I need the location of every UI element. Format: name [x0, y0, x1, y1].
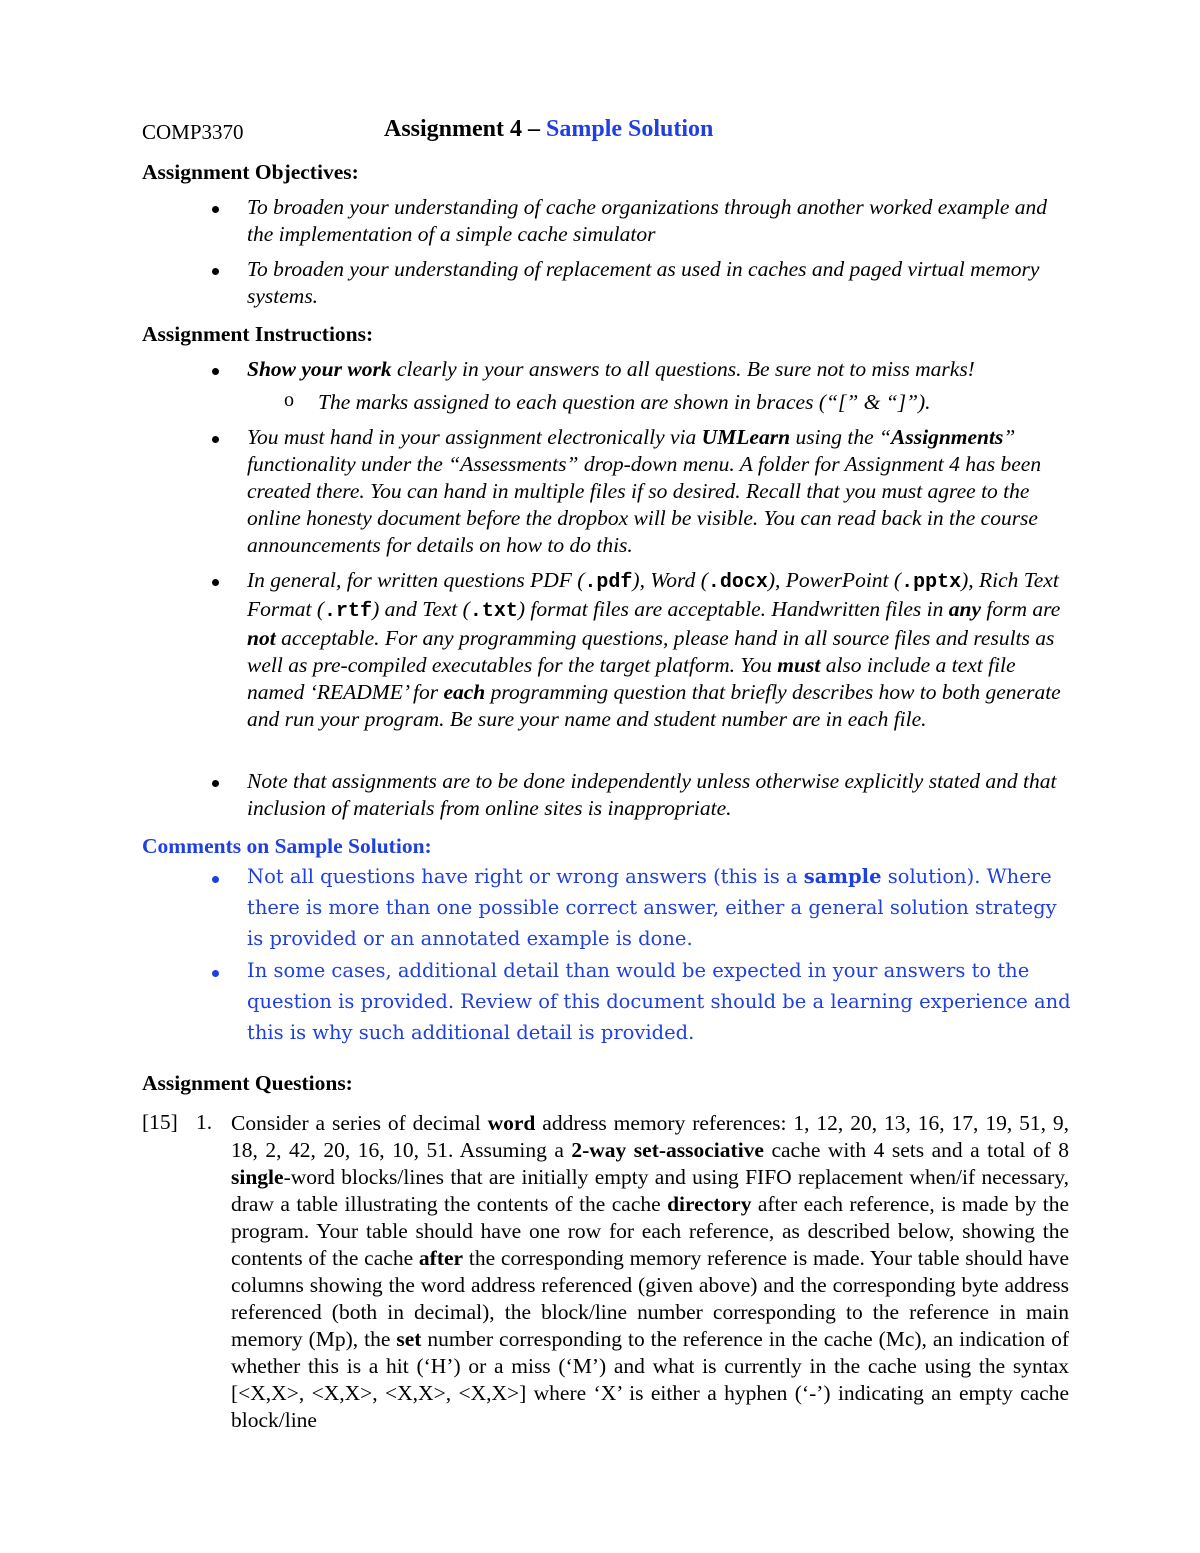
text-span: ” functionality under the “Assessments” drop-down menu. A folder for Assignment 4 has been created there. You can hand in multiple files if so desired. Recall that you must agree to the online honesty document before the dropbox will be visible. You can read back in the course announcements for details on how to do this.: [247, 425, 1042, 557]
bullet-icon: [212, 770, 230, 800]
text-span: ), Rich Text Format (: [247, 568, 1059, 621]
text-span: number corresponding to the reference in the cache (Mc), an indication of whether this is a hit (‘H’) or a miss (‘M’) and what is currently in the cache using the syntax [<X,X>, <X,X>, <X,X>, <X,X>] where ‘X’ is either a hyphen (‘-’) indicating an empty cache block/line: [231, 1327, 1069, 1432]
objective-item-2: To broaden your understanding of replacement as used in caches and paged virtual memory systems.: [247, 257, 1040, 308]
text-span: form are: [981, 597, 1061, 621]
after-bold: after: [418, 1246, 464, 1270]
document-title: [384, 116, 713, 143]
text-span: address memory references: 1, 12, 20, 13, 16, 17, 19, 51, 9, 18, 2, 42, 20, 16, 10, 51. Assuming a: [231, 1111, 1069, 1162]
sample-bold: sample: [803, 865, 882, 888]
bullet-icon: [212, 866, 230, 896]
bullet-icon: [212, 426, 230, 456]
text-span: ), PowerPoint (: [767, 568, 902, 592]
questions-heading: Assignment Questions:: [142, 1071, 353, 1095]
single-bold: single: [231, 1165, 284, 1189]
text-span: solution). Where there is more than one possible correct answer, either a general solution strategy is provided or an annotated example is done.: [247, 865, 1057, 950]
bullet-icon: [212, 258, 230, 288]
comments-heading: Comments on Sample Solution:: [142, 834, 432, 858]
instruction-item-4: Note that assignments are to be done independently unless otherwise explicitly stated and that inclusion of materials from online sites is inappropriate.: [247, 769, 1057, 820]
directory-bold: directory: [667, 1192, 752, 1216]
text-span: ), Word (: [632, 568, 708, 592]
objective-item-1: To broaden your understanding of cache organizations through another worked example and the implementation of a simple cache simulator: [247, 195, 1048, 246]
umlearn-bold: UMLearn: [701, 425, 791, 449]
word-bold: word: [487, 1111, 536, 1135]
text-span: ) format files are acceptable. Handwritten files in: [517, 597, 949, 621]
instruction-item-2: [247, 424, 1077, 559]
course-code: COMP3370: [142, 120, 244, 144]
objectives-heading: Assignment Objectives:: [142, 160, 359, 184]
instruction-sub-item: The marks assigned to each question are shown in braces (“[” & “]”).: [318, 390, 931, 414]
bullet-icon: [212, 960, 230, 990]
instruction-item-1-text: clearly in your answers to all questions. Be sure not to miss marks!: [391, 357, 975, 381]
ext-rtf: .rtf: [324, 600, 373, 623]
text-span: ) and Text (: [372, 597, 470, 621]
text-span: cache with 4 sets and a total of 8: [763, 1138, 1069, 1162]
show-work-bold: Show your work: [247, 357, 392, 381]
question-1-text: [231, 1110, 1069, 1434]
any-bold: any: [948, 597, 982, 621]
text-span: You must hand in your assignment electronically via: [247, 425, 702, 449]
text-span: Consider a series of decimal: [231, 1111, 488, 1135]
bullet-icon: [212, 569, 230, 599]
text-span: acceptable. For any programming questions, please hand in all source files and results as well as pre-compiled executables for the target platform. You: [247, 626, 1055, 677]
text-span: -word blocks/lines that are initially empty and using FIFO replacement when/if necessary, draw a table illustrating the contents of the cache: [231, 1165, 1069, 1216]
question-1-number: 1.: [196, 1110, 213, 1134]
bullet-icon: [212, 358, 230, 388]
text-span: using the “: [790, 425, 892, 449]
title-main: Assignment 4 –: [384, 116, 541, 142]
ext-txt: .txt: [469, 600, 518, 623]
two-way-bold: 2-way set-associative: [571, 1138, 764, 1162]
ext-pptx: .pptx: [901, 571, 962, 594]
question-1-marks: [15]: [142, 1110, 178, 1134]
instructions-heading: Assignment Instructions:: [142, 322, 374, 346]
sub-bullet-marker: o: [284, 389, 294, 411]
comment-item-1: [247, 861, 1077, 954]
text-span: the corresponding memory reference is made. Your table should have columns showing the word address referenced (given above) and the corresponding byte address referenced (both in decimal), the block/line number corresponding to the reference in main memory (Mp), the: [231, 1246, 1070, 1351]
assignments-bold: Assignments: [891, 425, 1004, 449]
instruction-item-1: [247, 356, 1077, 383]
set-bold: set: [396, 1327, 422, 1351]
bullet-icon: [212, 196, 230, 226]
title-sub: Sample Solution: [546, 116, 714, 142]
text-span: programming question that briefly describes how to both generate and run your program. Be sure your name and student number are in each file.: [247, 680, 1061, 731]
comment-item-2: In some cases, additional detail than would be expected in your answers to the question is provided. Review of this document should be a learning experience and this is why such additional detail is provided.: [247, 959, 1071, 1044]
each-bold: each: [443, 680, 486, 704]
document-header: [142, 116, 1082, 148]
text-span: also include a text file named ‘README’ for: [247, 653, 1016, 704]
text-span: In general, for written questions PDF (: [247, 568, 585, 592]
text-span: after each reference, is made by the program. Your table should have one row for each reference, as described below, showing the contents of the cache: [231, 1192, 1069, 1270]
ext-pdf: .pdf: [584, 571, 633, 594]
text-span: Not all questions have right or wrong answers (this is a: [247, 865, 804, 888]
must-bold: must: [777, 653, 821, 677]
not-bold: not: [247, 626, 276, 650]
ext-docx: .docx: [707, 571, 768, 594]
instruction-item-3: [247, 567, 1077, 733]
